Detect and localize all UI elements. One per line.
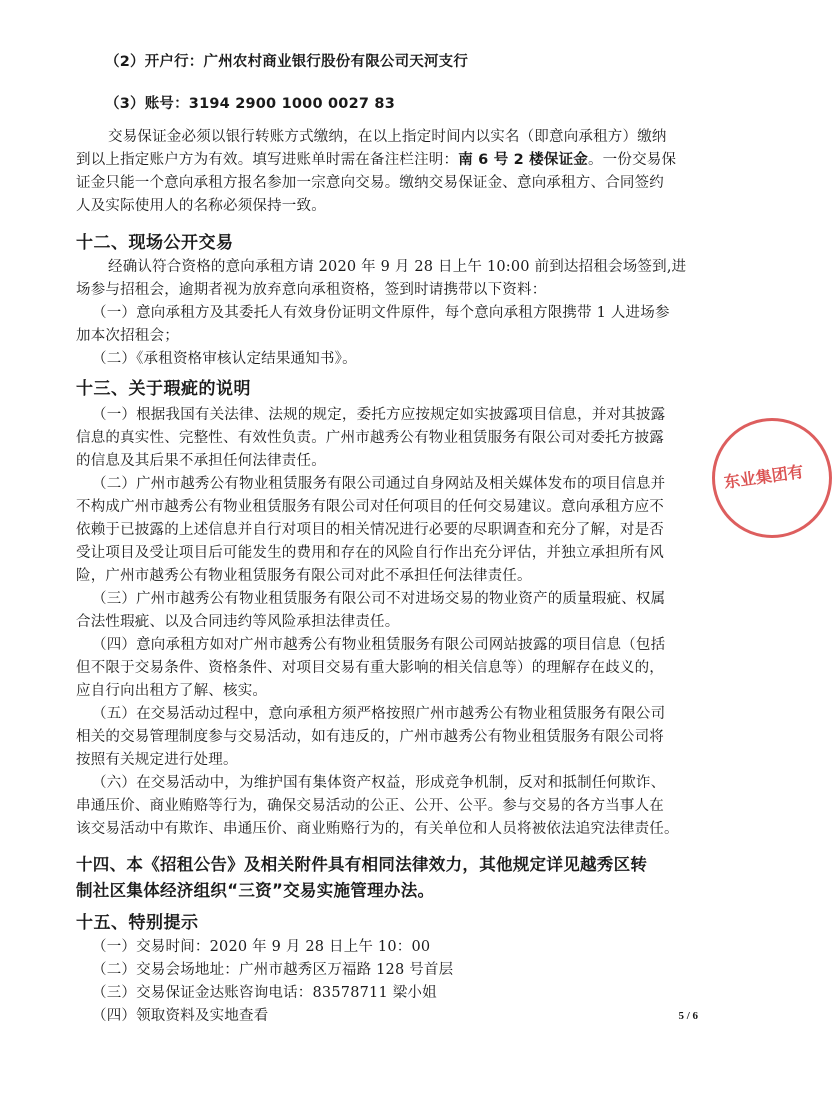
tip-line: （四）领取资料及实地查看 [92, 1008, 269, 1024]
para-line: 场参与招租会，逾期者视为放弃意向承租资格，签到时请携带以下资料： [76, 282, 547, 298]
tip-line: （二）交易会场地址：广州市越秀区万福路 128 号首层 [92, 962, 454, 978]
para-line: 信息的真实性、完整性、有效性负责。广州市越秀公有物业租赁服务有限公司对委托方披露 [76, 430, 664, 446]
para-line: （四）意向承租方如对广州市越秀公有物业租赁服务有限公司网站披露的项目信息（包括 [92, 637, 666, 653]
para-line: （二）广州市越秀公有物业租赁服务有限公司通过自身网站及相关媒体发布的项目信息并 [92, 476, 666, 492]
para-line: 经确认符合资格的意向承租方请 2020 年 9 月 28 日上午 10:00 前到达招租会场签到,进 [108, 259, 687, 275]
section-heading-13: 十三、关于瑕疵的说明 [76, 379, 251, 399]
section-heading-15: 十五、特别提示 [76, 913, 199, 933]
para-line: （二）《承租资格审核认定结果通知书》。 [92, 351, 357, 367]
tip-line: （一）交易时间：2020 年 9 月 28 日上午 10：00 [92, 939, 431, 955]
para-line: （六）在交易活动中，为维护国有集体资产权益，形成竞争机制，反对和抵制任何欺诈、 [92, 775, 666, 791]
para-line: 险，广州市越秀公有物业租赁服务有限公司对此不承担任何法律责任。 [76, 568, 532, 584]
section-heading-14: 十四、本《招租公告》及相关附件具有相同法律效力，其他规定详见越秀区转 [76, 855, 648, 874]
account-line: （3）账号：3194 2900 1000 0027 83 [105, 96, 395, 112]
para-line: 相关的交易管理制度参与交易活动，如有违反的，广州市越秀公有物业租赁服务有限公司将 [76, 729, 664, 745]
seal-text: 东业集团有 [722, 461, 805, 492]
bank-line: （2）开户行：广州农村商业银行股份有限公司天河支行 [105, 54, 469, 70]
para-line: 不构成广州市越秀公有物业租赁服务有限公司对任何项目的任何交易建议。意向承租方应不 [76, 499, 664, 515]
para-line: 合法性瑕疵、以及合同违约等风险承担法律责任。 [76, 614, 400, 630]
para-line: 串通压价、商业贿赂等行为，确保交易活动的公正、公开、公平。参与交易的各方当事人在 [76, 798, 664, 814]
para-line: 的信息及其后果不承担任何法律责任。 [76, 453, 326, 469]
para-line: （五）在交易活动过程中，意向承租方须严格按照广州市越秀公有物业租赁服务有限公司 [92, 706, 666, 722]
para-line: （一）根据我国有关法律、法规的规定，委托方应按规定如实披露项目信息，并对其披露 [92, 407, 666, 423]
memo-emphasis: 南 6 号 2 楼保证金 [458, 152, 588, 168]
tip-line: （三）交易保证金达账咨询电话：83578711 梁小姐 [92, 985, 437, 1001]
para-line: （一）意向承租方及其委托人有效身份证明文件原件，每个意向承租方限携带 1 人进场参 [92, 305, 670, 321]
para-line: 受让项目及受让项目后可能发生的费用和存在的风险自行作出充分评估，并独立承担所有风 [76, 545, 664, 561]
page-number: 5 / 6 [678, 1010, 698, 1022]
para-line: 但不限于交易条件、资格条件、对项目交易有重大影响的相关信息等）的理解存在歧义的， [76, 660, 664, 676]
para-line: 该交易活动中有欺诈、串通压价、商业贿赂行为的，有关单位和人员将被依法追究法律责任。 [76, 821, 679, 837]
para-line: 交易保证金必须以银行转账方式缴纳，在以上指定时间内以实名（即意向承租方）缴纳 [108, 129, 667, 145]
para-line: （三）广州市越秀公有物业租赁服务有限公司不对进场交易的物业资产的质量瑕疵、权属 [92, 591, 666, 607]
para-line: 依赖于已披露的上述信息并自行对项目的相关情况进行必要的尽职调查和充分了解，对是否 [76, 522, 664, 538]
para-line: 人及实际使用人的名称必须保持一致。 [76, 198, 326, 214]
para-line: 加本次招租会； [76, 328, 179, 344]
section-heading-12: 十二、现场公开交易 [76, 233, 234, 253]
section-heading-14-cont: 制社区集体经济组织“三资”交易实施管理办法。 [76, 881, 435, 900]
para-line: 证金只能一个意向承租方报名参加一宗意向交易。缴纳交易保证金、意向承租方、合同签约 [76, 175, 664, 191]
para-line: 到以上指定账户方为有效。填写进账单时需在备注栏注明：南 6 号 2 楼保证金。一份交易保 [76, 152, 677, 168]
para-line: 应自行向出租方了解、核实。 [76, 683, 268, 699]
para-line: 按照有关规定进行处理。 [76, 752, 238, 768]
